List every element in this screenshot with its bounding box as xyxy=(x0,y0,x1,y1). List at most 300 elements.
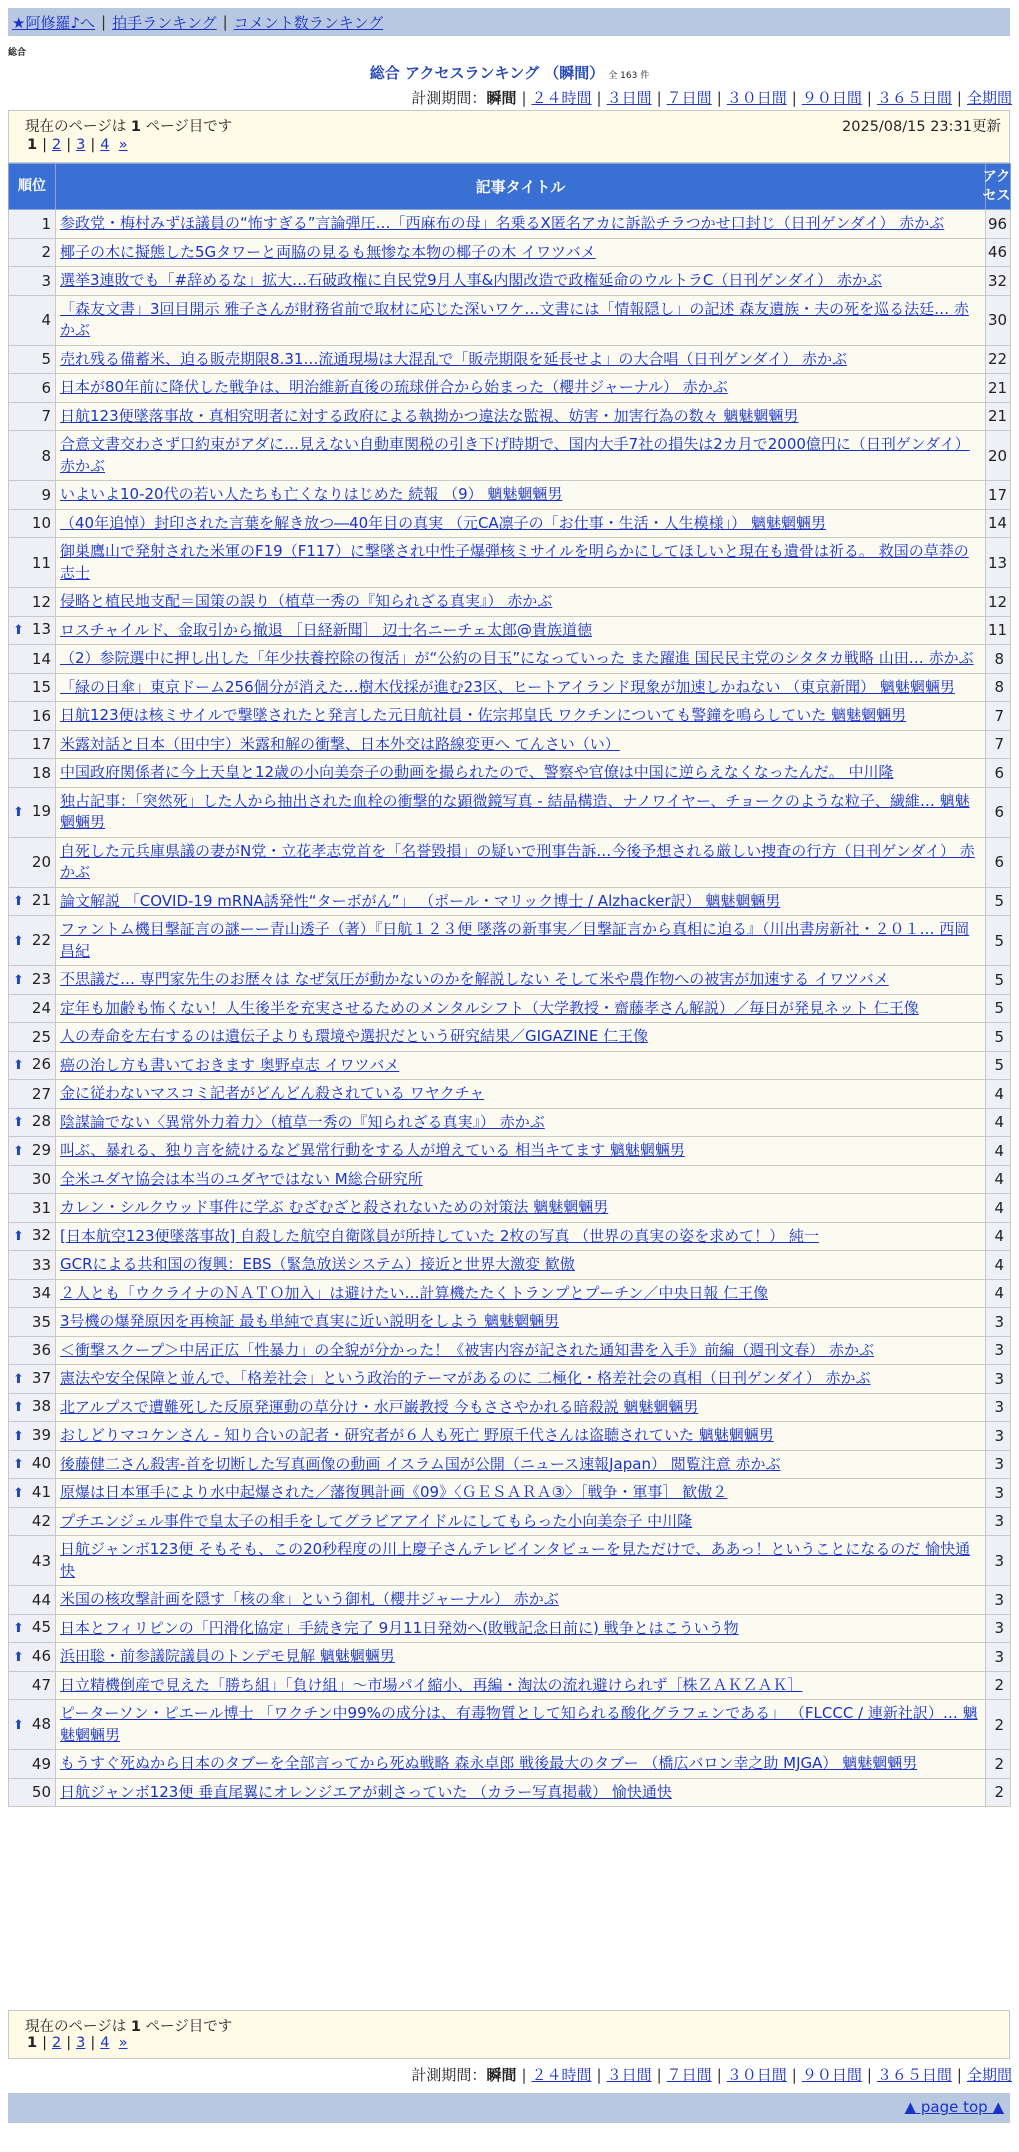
article-link[interactable]: 3号機の爆発原因を再検証 最も単純で真実に近い説明をしよう 魑魅魍魎男 xyxy=(60,1312,560,1330)
rank-number: 13 xyxy=(31,620,51,639)
table-row xyxy=(9,431,1011,481)
rank-cell xyxy=(9,994,56,1023)
period-option-link[interactable]: ９０日間 xyxy=(801,89,862,107)
article-link[interactable]: 後藤健二さん殺害-首を切断した写真画像の動画 イスラム国が公開（ニュース速報Japan） 閲覧注意 赤かぶ xyxy=(60,1454,781,1473)
article-link[interactable]: ピーターソン・ピエール博士 「ワクチン中99%の成分は、有毒物質として知られる酸化グラフェンである」 （FLCCC / 連新社訳）… 魑魅魍魎男 xyxy=(60,1704,978,1744)
access-count: 96 xyxy=(986,210,1011,239)
rank-cell xyxy=(9,1108,56,1137)
period-option-link[interactable]: ３日間 xyxy=(606,89,652,107)
table-row xyxy=(9,994,1011,1023)
rank-number: 46 xyxy=(31,1646,51,1665)
table-row xyxy=(9,1165,1011,1194)
article-link[interactable]: 「緑の日傘」東京ドーム256個分が消えた…樹木伐採が進む23区、ヒートアイランド現象が加速しかねない （東京新聞） 魑魅魍魎男 xyxy=(60,677,955,696)
page-title xyxy=(0,62,1019,83)
up-arrow-icon: ⬆ xyxy=(13,623,24,639)
period-separator: | xyxy=(521,2066,527,2084)
pager-page-link[interactable]: 4 xyxy=(100,137,110,153)
rank-cell xyxy=(9,431,56,481)
access-count: 2 xyxy=(986,1700,1011,1750)
article-link[interactable]: [日本航空123便墜落事故] 自殺した航空自衛隊員が所持していた 2枚の写真 （世界の真実の姿を求めて！） 純一 xyxy=(60,1226,819,1245)
pager-next-link[interactable]: » xyxy=(118,137,128,153)
period-label: 計測期間： xyxy=(411,2066,487,2084)
access-count: 21 xyxy=(986,374,1011,403)
rank-number: 45 xyxy=(31,1618,51,1637)
page-info-top xyxy=(8,110,1010,163)
table-row xyxy=(9,787,1011,837)
title-cell xyxy=(56,1222,986,1251)
article-link[interactable]: 米露対話と日本（田中宇）米露和解の衝撃、日本外交は路線変更へ てんさい（い） xyxy=(60,734,620,753)
period-label: 計測期間： xyxy=(411,89,487,107)
rank-cell xyxy=(9,345,56,374)
rank-cell xyxy=(9,538,56,588)
pager xyxy=(27,2035,128,2051)
table-row xyxy=(9,1586,1011,1615)
title-cell xyxy=(56,1194,986,1223)
period-option-link[interactable]: ３日間 xyxy=(606,2066,652,2084)
access-count: 6 xyxy=(986,837,1011,887)
article-link[interactable]: 「森友文書」3回目開示 雅子さんが財務省前で取材に応じた深いワケ…文書には「情報隠し」の記述 森友遺族・夫の死を巡る法廷… 赤かぶ xyxy=(60,299,969,339)
rank-cell xyxy=(9,1165,56,1194)
rank-cell xyxy=(9,1422,56,1451)
rank-cell xyxy=(9,1365,56,1394)
rank-number: 41 xyxy=(31,1482,51,1501)
table-row xyxy=(9,1194,1011,1223)
rank-cell xyxy=(9,966,56,995)
title-cell xyxy=(56,1536,986,1586)
period-separator: | xyxy=(956,2066,962,2084)
period-separator: | xyxy=(866,89,872,107)
article-link[interactable]: 椰子の木に擬態した5Gタワーと両脇の見るも無惨な本物の椰子の木 イワツバメ xyxy=(60,242,596,261)
rank-number: 8 xyxy=(41,446,51,465)
title-cell xyxy=(56,1700,986,1750)
article-link[interactable]: 浜田聡・前参議院議員のトンデモ見解 魑魅魍魎男 xyxy=(60,1647,395,1665)
access-count: 3 xyxy=(986,1643,1011,1672)
rank-cell xyxy=(9,1308,56,1337)
table-row xyxy=(9,295,1011,345)
article-link[interactable]: 中国政府関係者に今上天皇と12歳の小向美奈子の動画を撮られたので、警察や官僚は中国に逆らえなくなったんだ。 中川隆 xyxy=(60,763,894,781)
period-separator: | xyxy=(791,2066,797,2084)
up-arrow-icon: ⬆ xyxy=(13,894,24,910)
rank-number: 22 xyxy=(31,930,51,949)
access-header-label: アクセス xyxy=(982,168,1011,204)
up-arrow-icon: ⬆ xyxy=(13,1485,24,1501)
title-cell xyxy=(56,295,986,345)
title-cell xyxy=(56,994,986,1023)
article-link[interactable]: 人の寿命を左右するのは遺伝子よりも環境や選択だという研究結果／GIGAZINE 仁王像 xyxy=(60,1027,649,1045)
table-row xyxy=(9,1700,1011,1750)
table-row xyxy=(9,345,1011,374)
article-link[interactable]: （2）参院選中に押し出した「年少扶養控除の復活」が“公約の目玉”になっていった また躍進 国民民主党のシタタカ戦略 山田… 赤かぶ xyxy=(60,649,974,667)
title-cell xyxy=(56,1450,986,1479)
access-count: 4 xyxy=(986,1108,1011,1137)
table-row xyxy=(9,1450,1011,1479)
title-cell xyxy=(56,1308,986,1337)
table-row xyxy=(9,509,1011,538)
access-count: 5 xyxy=(986,1023,1011,1052)
access-count: 5 xyxy=(986,966,1011,995)
rank-number: 47 xyxy=(31,1676,51,1695)
rank-cell xyxy=(9,702,56,731)
title-cell xyxy=(56,1365,986,1394)
page-info-bottom xyxy=(8,2010,1010,2059)
title-cell xyxy=(56,1614,986,1643)
pager-page-link[interactable]: 3 xyxy=(76,2035,86,2051)
article-link[interactable]: 定年も加齢も怖くない！人生後半を充実させるためのメンタルシフト（大学教授・齋藤孝さん解説）／毎日が発見ネット 仁王像 xyxy=(60,998,919,1017)
period-option-link[interactable]: 全期間 xyxy=(966,89,1012,107)
article-link[interactable]: 叫ぶ、暴れる、独り言を続けるなど異常行動をする人が増えている 相当キてます 魑魅魍魎男 xyxy=(60,1141,685,1159)
article-link[interactable]: 日航ジャンボ123便 垂直尾翼にオレンジエアが刺さっていた （カラー写真掲載） 愉快通快 xyxy=(60,1782,672,1801)
period-option-link[interactable]: 全期間 xyxy=(966,2066,1012,2084)
article-link[interactable]: 売れ残る備蓄米、迫る販売期限8.31…流通現場は大混乱で「販売期限を延長せよ」の大合唱（日刊ゲンダイ） 赤かぶ xyxy=(60,349,847,368)
rank-cell xyxy=(9,616,56,645)
table-header-row xyxy=(9,164,1011,210)
title-cell xyxy=(56,588,986,617)
period-option-link[interactable]: ３０日間 xyxy=(726,2066,787,2084)
access-count: 5 xyxy=(986,1051,1011,1080)
table-row xyxy=(9,1393,1011,1422)
access-count: 21 xyxy=(986,402,1011,431)
home-link[interactable]: ★阿修羅♪へ xyxy=(12,13,96,32)
title-cell xyxy=(56,1137,986,1166)
article-link[interactable]: 不思議だ… 専門家先生のお歴々は なぜ気圧が動かないのかを解説しない そして米や農作物への被害が加速する イワツバメ xyxy=(60,970,889,988)
up-arrow-icon: ⬆ xyxy=(13,1400,24,1416)
access-count: 3 xyxy=(986,1614,1011,1643)
rank-number: 9 xyxy=(41,485,51,504)
table-row xyxy=(9,645,1011,674)
table-row xyxy=(9,538,1011,588)
access-count: 11 xyxy=(986,616,1011,645)
rank-number: 35 xyxy=(31,1312,51,1331)
period-option-link[interactable]: ３０日間 xyxy=(726,89,787,107)
rank-number: 32 xyxy=(31,1226,51,1245)
rank-cell xyxy=(9,1750,56,1779)
access-count: 2 xyxy=(986,1671,1011,1700)
pager-separator: | xyxy=(66,2035,72,2051)
access-count: 7 xyxy=(986,702,1011,731)
pager-next-link[interactable]: » xyxy=(118,2035,128,2051)
table-row xyxy=(9,1507,1011,1536)
table-row xyxy=(9,402,1011,431)
table-row xyxy=(9,730,1011,759)
rank-cell xyxy=(9,1279,56,1308)
rank-number: 16 xyxy=(31,706,51,725)
rank-number: 17 xyxy=(31,735,51,754)
title-cell xyxy=(56,759,986,788)
rank-cell xyxy=(9,1700,56,1750)
rank-cell xyxy=(9,402,56,431)
rank-number: 36 xyxy=(31,1341,51,1360)
clap-ranking-link[interactable]: 拍手ランキング xyxy=(112,13,217,32)
rank-cell xyxy=(9,295,56,345)
rank-number: 4 xyxy=(41,311,51,329)
access-count: 5 xyxy=(986,887,1011,916)
article-link[interactable]: 独占記事：「突然死」した人から抽出された血栓の衝撃的な顕微鏡写真 - 結晶構造、ナノワイヤー、チョークのような粒子、繊維… 魑魅魍魎男 xyxy=(60,791,970,831)
title-cell xyxy=(56,966,986,995)
rank-number: 25 xyxy=(31,1027,51,1046)
period-separator: | xyxy=(596,2066,602,2084)
article-link[interactable]: カレン・シルクウッド事件に学ぶ むざむざと殺されないための対策法 魑魅魍魎男 xyxy=(60,1198,609,1216)
access-count: 13 xyxy=(986,538,1011,588)
rank-cell xyxy=(9,837,56,887)
footer-bar xyxy=(8,2093,1010,2123)
table-row xyxy=(9,1051,1011,1080)
table-row xyxy=(9,1422,1011,1451)
access-count: 14 xyxy=(986,509,1011,538)
table-row xyxy=(9,267,1011,296)
access-header xyxy=(982,164,1011,210)
article-link[interactable]: 陰謀論でない〈異常外力着力〉（植草一秀の『知られざる真実』） 赤かぶ xyxy=(60,1112,545,1131)
article-link[interactable]: ファントム機目撃証言の謎ーー青山透子（著）『日航１２３便 墜落の新事実／目撃証言から真相に迫る』（川出書房新社・２０１… 西岡昌紀 xyxy=(60,920,970,960)
access-count: 4 xyxy=(986,1165,1011,1194)
article-link[interactable]: 日立精機倒産で見えた「勝ち組」「負け組」〜市場パイ縮小、再編・淘汰の流れ避けられず［株ＺＡＫＺＡＫ］ xyxy=(60,1675,803,1694)
pager xyxy=(27,137,128,153)
table-row xyxy=(9,1643,1011,1672)
rank-cell xyxy=(9,787,56,837)
article-link[interactable]: 憲法や安全保障と並んで、「格差社会」という政治的テーマがあるのに 二極化・格差社会の真相（日刊ゲンダイ） 赤かぶ xyxy=(60,1369,871,1387)
nav-separator: | xyxy=(222,13,228,31)
article-link[interactable]: ロスチャイルド、金取引から撤退 ［日経新聞］ 辺士名ニーチェ太郎@貴族道徳 xyxy=(60,620,592,639)
access-count: 3 xyxy=(986,1479,1011,1508)
table-row xyxy=(9,1279,1011,1308)
period-separator: | xyxy=(716,2066,722,2084)
current-page-text: 現在のページは 1 ページ目です xyxy=(25,2019,233,2035)
up-arrow-icon: ⬆ xyxy=(13,1621,24,1637)
title-cell xyxy=(56,1051,986,1080)
access-count: 22 xyxy=(986,345,1011,374)
rank-number: 39 xyxy=(31,1425,51,1444)
table-row xyxy=(9,1536,1011,1586)
table-row xyxy=(9,210,1011,239)
period-option-link[interactable]: ９０日間 xyxy=(801,2066,862,2084)
table-row xyxy=(9,616,1011,645)
article-link[interactable]: 参政党・梅村みずほ議員の“怖すぎる”言論弾圧…「西麻布の母」名乗るX匿名アカに訴訟チラつかせ口封じ（日刊ゲンダイ） 赤かぶ xyxy=(60,214,945,232)
access-count: 32 xyxy=(986,267,1011,296)
article-link[interactable]: 金に従わないマスコミ記者がどんどん殺されている ワヤクチャ xyxy=(60,1084,485,1102)
rank-cell xyxy=(9,1479,56,1508)
article-link[interactable]: （40年追悼）封印された言葉を解き放つ―40年目の真実 （元CA凛子の「お仕事・生活・人生模様」） 魑魅魍魎男 xyxy=(60,513,826,532)
article-link[interactable]: 侵略と植民地支配＝国策の誤り（植草一秀の『知られざる真実』） 赤かぶ xyxy=(60,592,553,610)
up-arrow-icon: ⬆ xyxy=(13,1229,24,1245)
table-row xyxy=(9,1251,1011,1280)
pager-page-link[interactable]: 3 xyxy=(76,137,86,153)
ranking-table xyxy=(8,163,1011,1807)
access-count: 12 xyxy=(986,588,1011,617)
article-link[interactable]: 全米ユダヤ協会は本当のユダヤではない M総合研究所 xyxy=(60,1169,423,1188)
table-row xyxy=(9,1365,1011,1394)
pager-page-link[interactable]: 2 xyxy=(51,137,62,153)
title-cell xyxy=(56,645,986,674)
access-count: 7 xyxy=(986,730,1011,759)
period-option-link[interactable]: ２４時間 xyxy=(531,89,592,107)
access-count: 2 xyxy=(986,1778,1011,1807)
access-count: 2 xyxy=(986,1750,1011,1779)
rank-cell xyxy=(9,1080,56,1109)
title-cell xyxy=(56,374,986,403)
rank-cell xyxy=(9,1393,56,1422)
rank-cell xyxy=(9,1614,56,1643)
rank-cell xyxy=(9,481,56,510)
rank-cell xyxy=(9,1671,56,1700)
article-link[interactable]: ＜衝撃スクープ＞中居正広「性暴力」の全貌が分かった！《被害内容が記された通知書を入手》前編（週刊文春） 赤かぶ xyxy=(60,1340,875,1359)
article-link[interactable]: 日航123便は核ミサイルで撃墜されたと発言した元日航社員・佐宗邦皇氏 ワクチンについても警鐘を鳴らしていた 魑魅魍魎男 xyxy=(60,706,907,724)
updated-time: 2025/08/15 23:31更新 xyxy=(842,119,1001,135)
rank-number: 24 xyxy=(31,999,51,1018)
rank-cell xyxy=(9,588,56,617)
rank-number: 2 xyxy=(41,243,51,262)
title-cell xyxy=(56,837,986,887)
article-link[interactable]: 癌の治し方も書いておきます 奥野卓志 イワツバメ xyxy=(60,1055,400,1074)
access-count: 5 xyxy=(986,916,1011,966)
access-count: 3 xyxy=(986,1308,1011,1337)
access-count: 20 xyxy=(986,431,1011,481)
table-row xyxy=(9,837,1011,887)
rank-cell xyxy=(9,238,56,267)
title-cell xyxy=(56,238,986,267)
period-option-link[interactable]: ３６５日間 xyxy=(876,89,952,107)
table-row xyxy=(9,1108,1011,1137)
table-row xyxy=(9,1080,1011,1109)
article-link[interactable]: 自死した元兵庫県議の妻がN党・立花孝志党首を「名誉毀損」の疑いで刑事告訴…今後予想される厳しい捜査の行方（日刊ゲンダイ） 赤かぶ xyxy=(60,841,975,881)
up-arrow-icon: ⬆ xyxy=(13,1115,24,1131)
page-title-text: 総合 アクセスランキング （瞬間） xyxy=(369,64,605,82)
period-option-link[interactable]: ２４時間 xyxy=(531,2066,592,2084)
access-count: 4 xyxy=(986,1080,1011,1109)
rank-number: 15 xyxy=(31,678,51,697)
article-link[interactable]: ２人とも「ウクライナのＮＡＴＯ加入」は避けたい…計算機たたくトランプとプーチン／中央日報 仁王像 xyxy=(60,1283,769,1302)
table-row xyxy=(9,1308,1011,1337)
article-link[interactable]: GCRによる共和国の復興：EBS（緊急放送システム）接近と世界大激変 歓傲 xyxy=(60,1255,575,1273)
period-option-link[interactable]: ７日間 xyxy=(666,2066,712,2084)
rank-cell xyxy=(9,267,56,296)
access-count: 4 xyxy=(986,1279,1011,1308)
rank-cell xyxy=(9,887,56,916)
total-count: 全 163 件 xyxy=(608,71,650,81)
period-separator: | xyxy=(791,89,797,107)
table-row xyxy=(9,673,1011,702)
rank-number: 28 xyxy=(31,1112,51,1131)
table-row xyxy=(9,1479,1011,1508)
title-header: 記事タイトル xyxy=(56,164,986,210)
access-count: 6 xyxy=(986,759,1011,788)
article-link[interactable]: 北アルプスで遭難死した反原発運動の草分け・水戸巌教授 今もささやかれる暗殺説 魑魅魍魎男 xyxy=(60,1397,699,1416)
access-count: 3 xyxy=(986,1365,1011,1394)
table-row xyxy=(9,1750,1011,1779)
rank-number: 10 xyxy=(31,514,51,533)
access-count: 3 xyxy=(986,1536,1011,1586)
rank-cell xyxy=(9,1336,56,1365)
access-count: 3 xyxy=(986,1586,1011,1615)
rank-cell xyxy=(9,1643,56,1672)
nav-separator: | xyxy=(101,13,107,31)
period-current: 瞬間 xyxy=(486,89,517,107)
period-separator: | xyxy=(521,89,527,107)
article-link[interactable]: 論文解説 「COVID-19 mRNA誘発性“ターボがん”」 （ポール・マリック博士 / Alzhacker訳） 魑魅魍魎男 xyxy=(60,891,781,910)
article-link[interactable]: 日航123便墜落事故・真相究明者に対する政府による執拗かつ違法な監視、妨害・加害行為の数々 魑魅魍魎男 xyxy=(60,406,799,425)
table-row xyxy=(9,759,1011,788)
rank-number: 43 xyxy=(31,1551,51,1570)
period-option-link[interactable]: ３６５日間 xyxy=(876,2066,952,2084)
article-link[interactable]: 合意文書交わさず口約束がアダに…見えない自動車関税の引き下げ時期で、国内大手7社の損失は2カ月で2000億円に（日刊ゲンダイ） 赤かぶ xyxy=(60,435,970,475)
table-row xyxy=(9,1137,1011,1166)
article-link[interactable]: 米国の核攻撃計画を隠す「核の傘」という御札（櫻井ジャーナル） 赤かぶ xyxy=(60,1590,559,1608)
article-link[interactable]: おしどりマコケンさん - 知り合いの記者・研究者が６人も死亡 野原千代さんは盗聴されていた 魑魅魍魎男 xyxy=(60,1426,774,1444)
pager-separator: | xyxy=(90,137,96,153)
up-arrow-icon: ⬆ xyxy=(13,1649,24,1665)
table-row xyxy=(9,1336,1011,1365)
title-cell xyxy=(56,787,986,837)
access-count: 6 xyxy=(986,787,1011,837)
title-cell xyxy=(56,1336,986,1365)
rank-number: 6 xyxy=(41,378,51,397)
title-cell xyxy=(56,345,986,374)
title-cell xyxy=(56,431,986,481)
comment-ranking-link[interactable]: コメント数ランキング xyxy=(233,13,384,32)
access-count: 3 xyxy=(986,1450,1011,1479)
up-arrow-icon: ⬆ xyxy=(13,933,24,949)
title-cell xyxy=(56,1251,986,1280)
top-nav-bar xyxy=(8,8,1010,36)
article-link[interactable]: 日本が80年前に降伏した戦争は、明治維新直後の琉球併合から始まった（櫻井ジャーナル） 赤かぶ xyxy=(60,378,728,396)
pager-page-link[interactable]: 4 xyxy=(100,2035,110,2051)
access-count: 4 xyxy=(986,1137,1011,1166)
rank-number: 27 xyxy=(31,1084,51,1103)
table-row xyxy=(9,916,1011,966)
rank-header xyxy=(9,164,56,210)
up-arrow-icon: ⬆ xyxy=(13,1143,24,1159)
rank-number: 19 xyxy=(31,802,51,820)
article-link[interactable]: 日航ジャンボ123便 そもそも、この20秒程度の川上慶子さんテレビインタビューを見ただけで、ああっ！ということになるのだ 愉快通快 xyxy=(60,1540,971,1580)
title-cell xyxy=(56,481,986,510)
article-link[interactable]: 御巣鷹山で発射された米軍のF19（F117）に撃墜され中性子爆弾核ミサイルを明らかにしてほしいと現在も遺骨は祈る。 救国の草莽の志士 xyxy=(60,542,969,582)
title-cell xyxy=(56,673,986,702)
article-link[interactable]: もうすぐ死ぬから日本のタブーを全部言ってから死ぬ戦略 森永卓郎 戦後最大のタブー （橋広バロン幸之助 MJGA） 魑魅魍魎男 xyxy=(60,1754,918,1772)
access-count: 4 xyxy=(986,1194,1011,1223)
rank-cell xyxy=(9,916,56,966)
rank-number: 30 xyxy=(31,1170,51,1189)
title-cell xyxy=(56,538,986,588)
page-top-link[interactable]: ▲ page top ▲ xyxy=(904,2098,1004,2116)
rank-number: 20 xyxy=(31,853,51,871)
article-link[interactable]: 日本とフィリピンの「円滑化協定」手続き完了 9月11日発効へ(敗戦記念日前に) 戦争とはこういう物 xyxy=(60,1618,739,1637)
table-row xyxy=(9,374,1011,403)
title-cell xyxy=(56,616,986,645)
rank-cell xyxy=(9,210,56,239)
period-selector xyxy=(411,2064,1012,2085)
period-separator: | xyxy=(656,89,662,107)
rank-number: 23 xyxy=(31,969,51,988)
access-count: 17 xyxy=(986,481,1011,510)
article-link[interactable]: 原爆は日本軍手により水中起爆された／藩復興計画《09》〈ＧＥＳＡＲＡ③〉［戦争・軍事］ 歓傲２ xyxy=(60,1483,728,1501)
rank-cell xyxy=(9,759,56,788)
rank-cell xyxy=(9,1023,56,1052)
rank-cell xyxy=(9,730,56,759)
rank-cell xyxy=(9,1586,56,1615)
access-count: 8 xyxy=(986,673,1011,702)
rank-header-label: 順位 xyxy=(18,178,46,194)
pager-separator: | xyxy=(90,2035,96,2051)
pager-page-link[interactable]: 2 xyxy=(51,2035,62,2051)
rank-number: 11 xyxy=(31,553,51,572)
article-link[interactable]: 選挙3連敗でも「#辞めるな」拡大…石破政権に自民党9月人事&内閣改造で政権延命のウルトラC（日刊ゲンダイ） 赤かぶ xyxy=(60,271,882,289)
period-option-link[interactable]: ７日間 xyxy=(666,89,712,107)
access-count: 3 xyxy=(986,1336,1011,1365)
period-selector xyxy=(411,87,1012,108)
rank-number: 29 xyxy=(31,1140,51,1159)
article-link[interactable]: いよいよ10-20代の若い人たちも亡くなりはじめた 続報 （9） 魑魅魍魎男 xyxy=(60,485,563,503)
title-cell xyxy=(56,1165,986,1194)
article-link[interactable]: プチエンジェル事件で皇太子の相手をしてグラビアアイドルにしてもらった小向美奈子 中川隆 xyxy=(60,1511,693,1530)
access-count: 3 xyxy=(986,1507,1011,1536)
